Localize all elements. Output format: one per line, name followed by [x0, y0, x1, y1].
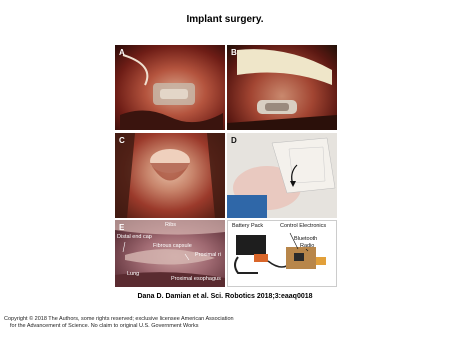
panel-b-image — [227, 45, 337, 130]
panel-b-letter: B — [231, 48, 237, 57]
label-control-electronics: Control Electronics — [280, 223, 327, 229]
label-battery-pack: Battery Pack — [232, 223, 264, 229]
label-proximal-ring: Proximal ri — [195, 252, 221, 258]
panel-e-letter: E — [119, 223, 125, 232]
panel-a-image — [115, 45, 225, 130]
panel-c-photo — [115, 133, 225, 218]
panel-a-letter: A — [119, 48, 125, 57]
label-lung: Lung — [127, 271, 140, 277]
panel-a-photo — [115, 45, 225, 130]
label-ribs: Ribs — [165, 222, 177, 228]
copyright-notice — [4, 316, 234, 330]
panel-b-photo — [227, 45, 337, 130]
panel-d-photo — [227, 133, 337, 218]
panel-c-image — [115, 133, 225, 218]
copyright-line-1: Copyright © 2018 The Authors, some rights reserved; exclusive licensee American Association — [4, 316, 234, 322]
copyright-line-2: for the Advancement of Science. No claim to original U.S. Government Works — [10, 323, 199, 329]
panel-d-electronics — [227, 220, 337, 287]
label-fibrous-capsule: Fibrous capsule — [153, 243, 192, 249]
panel-e-photo — [115, 220, 225, 287]
label-proximal-esophagus: Proximal esophagus — [171, 276, 221, 282]
label-bluetooth: Bluetooth — [294, 236, 318, 242]
panel-d-electronics-image — [228, 221, 337, 287]
slide-title: Implant surgery. — [186, 14, 264, 25]
label-distal-end-cap: Distal end cap — [117, 234, 152, 240]
panel-d-letter: D — [231, 136, 237, 145]
panel-d-image — [227, 133, 337, 218]
panel-c-letter: C — [119, 136, 125, 145]
figure-citation: Dana D. Damian et al. Sci. Robotics 2018;3:eaaq0018 — [137, 293, 313, 300]
label-radio: Radio — [300, 243, 315, 249]
